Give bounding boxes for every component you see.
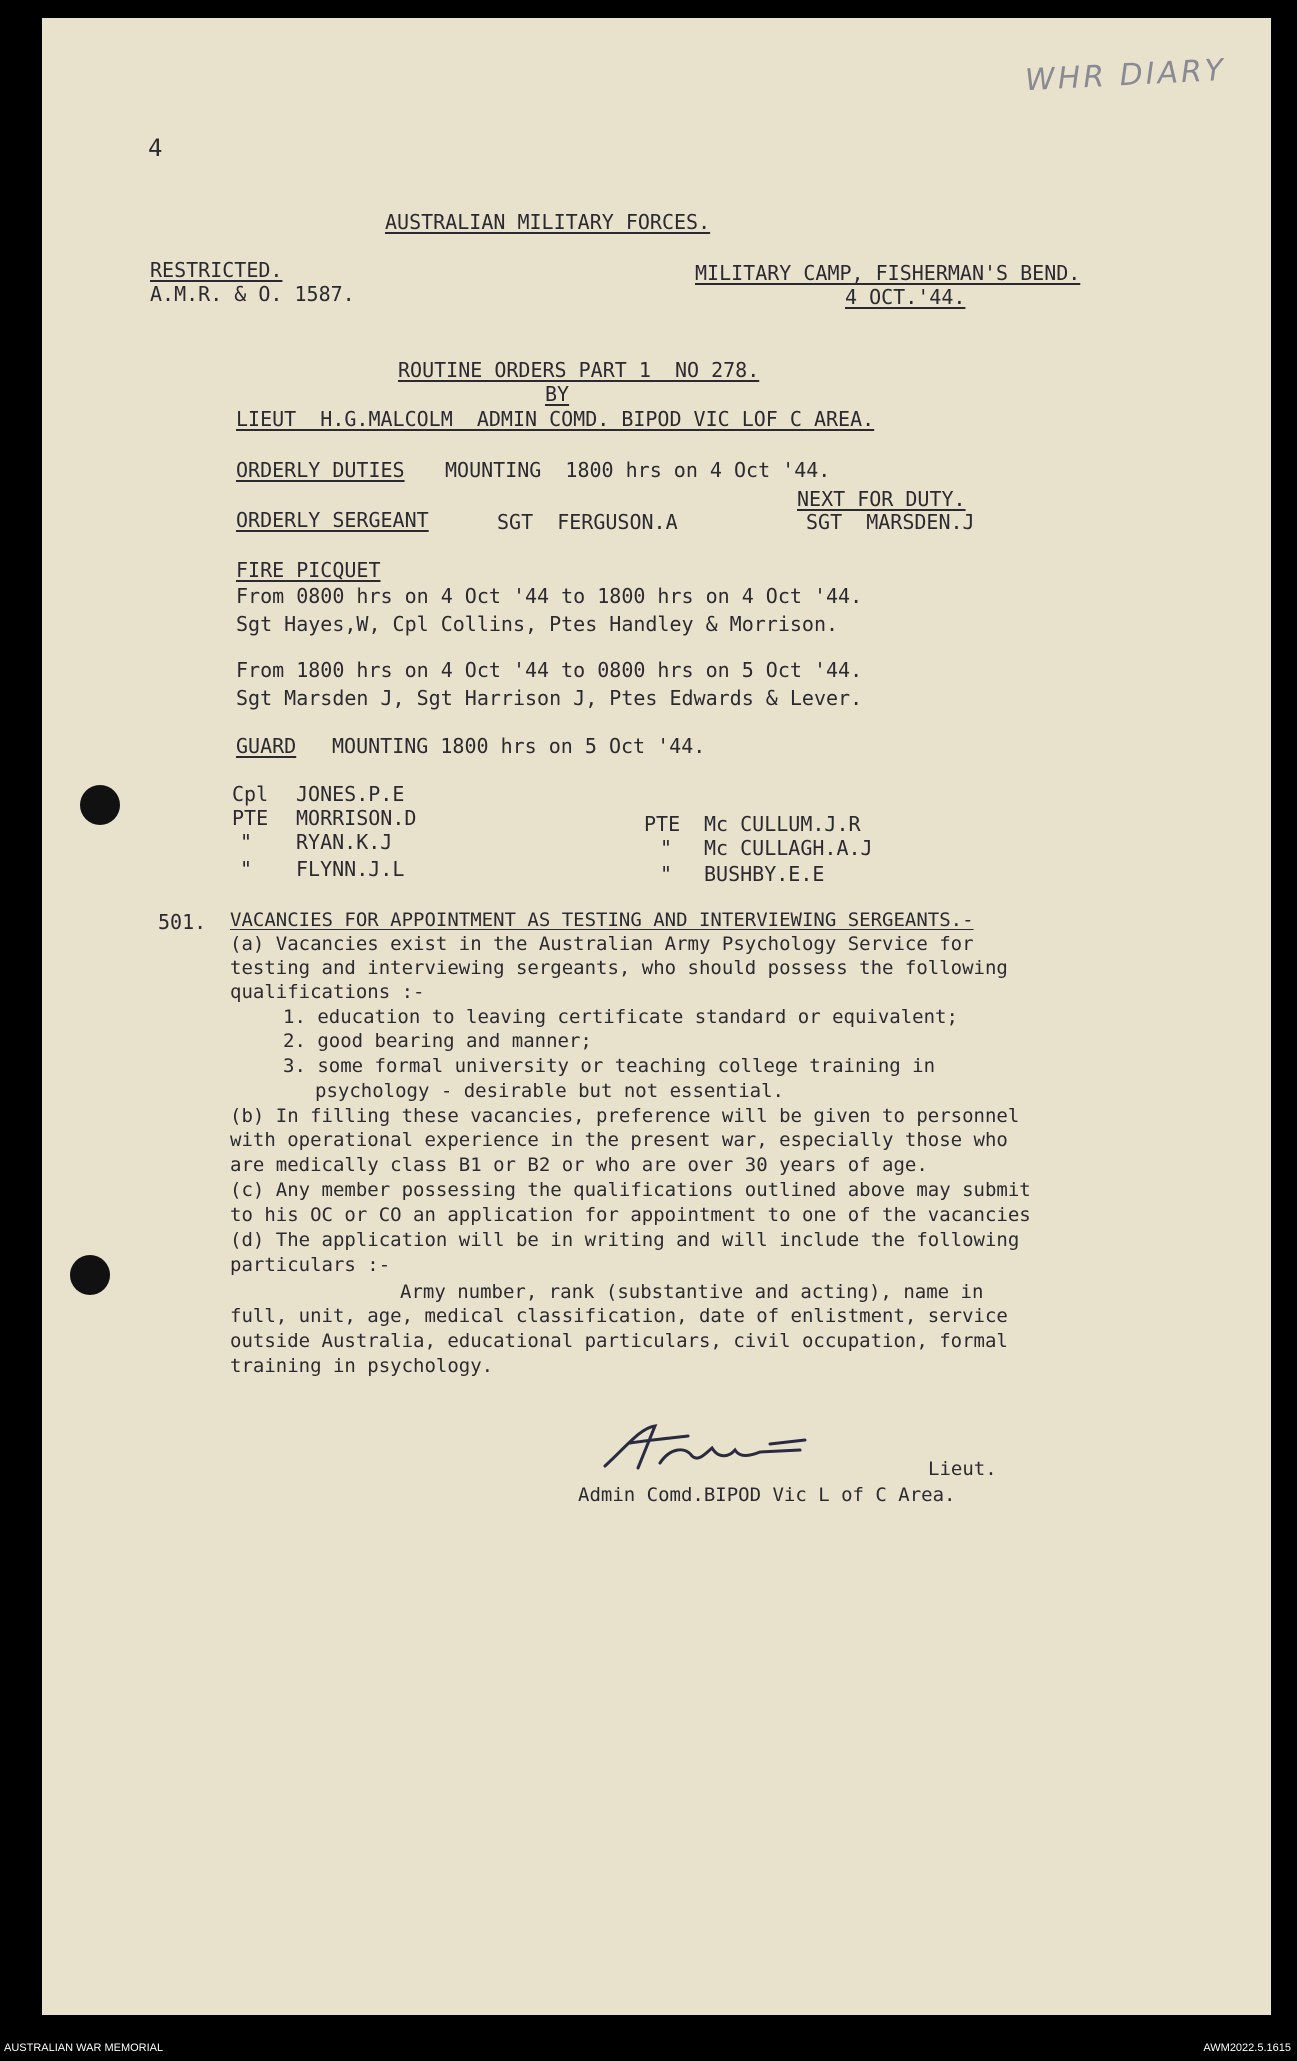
guard-rank: "	[240, 857, 253, 881]
orderly-duties-label: ORDERLY DUTIES	[236, 458, 405, 482]
guard-rank: PTE	[644, 812, 681, 836]
guard-rank: "	[240, 830, 253, 854]
item-line: testing and interviewing sergeants, who should possess the following	[230, 957, 1008, 979]
item-heading: VACANCIES FOR APPOINTMENT AS TESTING AND INTERVIEWING SERGEANTS.-	[230, 909, 974, 931]
guard-rank: PTE	[232, 806, 269, 830]
restricted-label: RESTRICTED.	[150, 258, 283, 282]
guard-name: RYAN.K.J	[296, 830, 393, 854]
item-line: (a) Vacancies exist in the Australian Army Psychology Service for	[230, 933, 974, 955]
item-line: full, unit, age, medical classification, date of enlistment, service	[230, 1305, 1008, 1327]
guard-name: BUSHBY.E.E	[704, 862, 825, 886]
guard-rank: "	[660, 862, 673, 886]
item-line: 1. education to leaving certificate standard or equivalent;	[283, 1006, 958, 1028]
camp-location: MILITARY CAMP, FISHERMAN'S BEND.	[695, 261, 1081, 285]
next-orderly-sergeant: SGT MARSDEN.J	[806, 510, 975, 534]
guard-name: Mc CULLUM.J.R	[704, 812, 861, 836]
handwritten-signature	[600, 1418, 825, 1478]
orderly-duties-text: MOUNTING 1800 hrs on 4 Oct '44.	[445, 458, 831, 482]
guard-text: MOUNTING 1800 hrs on 5 Oct '44.	[332, 734, 706, 758]
item-line: Army number, rank (substantive and acting), name in	[400, 1281, 984, 1303]
guard-name: FLYNN.J.L	[296, 857, 405, 881]
footer-reference: AWM2022.5.1615	[1203, 2042, 1291, 2054]
orders-issuer: LIEUT H.G.MALCOLM ADMIN COMD. BIPOD VIC LOF C AREA.	[236, 407, 875, 431]
fire-picquet-line: Sgt Marsden J, Sgt Harrison J, Ptes Edwards & Lever.	[236, 686, 863, 710]
item-line: are medically class B1 or B2 or who are over 30 years of age.	[230, 1154, 928, 1176]
signature-title: Admin Comd.BIPOD Vic L of C Area.	[578, 1484, 956, 1506]
item-number: 501.	[158, 910, 207, 934]
footer-source: AUSTRALIAN WAR MEMORIAL	[4, 2042, 164, 2054]
item-line: psychology - desirable but not essential.	[315, 1080, 784, 1102]
fire-picquet-line: From 1800 hrs on 4 Oct '44 to 0800 hrs on 5 Oct '44.	[236, 658, 863, 682]
signature-rank: Lieut.	[928, 1458, 997, 1480]
next-for-duty-label: NEXT FOR DUTY.	[797, 487, 966, 511]
orders-title: ROUTINE ORDERS PART 1 NO 278.	[398, 358, 760, 382]
guard-name: Mc CULLAGH.A.J	[704, 836, 873, 860]
fire-picquet-label: FIRE PICQUET	[236, 558, 381, 582]
item-line: 3. some formal university or teaching college training in	[283, 1055, 936, 1077]
fire-picquet-line: Sgt Hayes,W, Cpl Collins, Ptes Handley & Morrison.	[236, 612, 839, 636]
handwritten-annotation: WHR DIARY	[1024, 52, 1228, 99]
item-line: outside Australia, educational particulars, civil occupation, formal	[230, 1330, 1008, 1352]
amr-reference: A.M.R. & O. 1587.	[150, 282, 355, 306]
orderly-sergeant-label: ORDERLY SERGEANT	[236, 508, 429, 532]
document-date: 4 OCT.'44.	[845, 285, 966, 309]
item-line: (c) Any member possessing the qualifications outlined above may submit	[230, 1179, 1031, 1201]
item-line: particulars :-	[230, 1254, 391, 1276]
guard-rank: Cpl	[232, 782, 269, 806]
orders-by: BY	[545, 382, 570, 406]
item-line: with operational experience in the present war, especially those who	[230, 1129, 1008, 1151]
document-heading: AUSTRALIAN MILITARY FORCES.	[385, 210, 711, 234]
punch-hole	[70, 1255, 110, 1295]
punch-hole	[80, 785, 120, 825]
item-line: (d) The application will be in writing and will include the following	[230, 1229, 1020, 1251]
guard-label: GUARD	[236, 734, 297, 758]
item-line: qualifications :-	[230, 981, 425, 1003]
fire-picquet-line: From 0800 hrs on 4 Oct '44 to 1800 hrs on 4 Oct '44.	[236, 584, 863, 608]
item-line: (b) In filling these vacancies, preference will be given to personnel	[230, 1105, 1020, 1127]
page-mark: 4	[148, 134, 163, 162]
item-line: 2. good bearing and manner;	[283, 1030, 592, 1052]
guard-name: JONES.P.E	[296, 782, 405, 806]
item-line: to his OC or CO an application for appointment to one of the vacancies	[230, 1204, 1031, 1226]
item-line: training in psychology.	[230, 1355, 494, 1377]
guard-name: MORRISON.D	[296, 806, 417, 830]
guard-rank: "	[660, 836, 673, 860]
orderly-sergeant-name: SGT FERGUSON.A	[497, 510, 678, 534]
